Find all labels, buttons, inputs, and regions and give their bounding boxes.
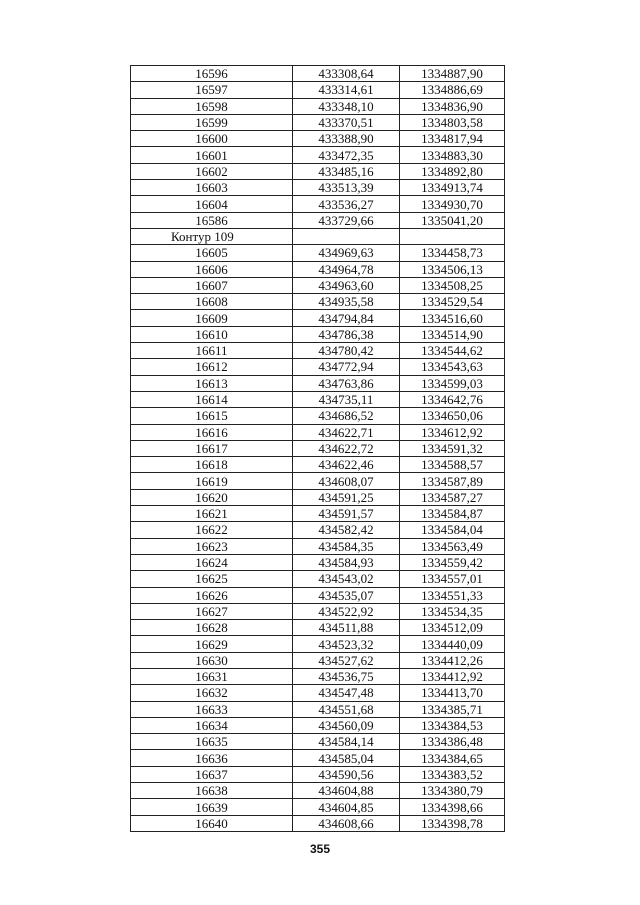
point-number-cell: 16615	[131, 408, 293, 424]
y-coordinate-cell: 1334557,01	[400, 571, 505, 587]
x-coordinate-cell: 433370,51	[293, 114, 400, 130]
point-number-cell: 16626	[131, 587, 293, 603]
point-number-cell: 16606	[131, 261, 293, 277]
y-coordinate-cell: 1334440,09	[400, 636, 505, 652]
y-coordinate-cell: 1335041,20	[400, 212, 505, 228]
point-number-cell: 16609	[131, 310, 293, 326]
table-row	[131, 326, 505, 342]
y-coordinate-cell: 1334913,74	[400, 180, 505, 196]
y-coordinate-cell: 1334930,70	[400, 196, 505, 212]
y-coordinate-cell: 1334506,13	[400, 261, 505, 277]
point-number-cell: 16616	[131, 424, 293, 440]
y-coordinate-cell: 1334385,71	[400, 701, 505, 717]
table-row	[131, 506, 505, 522]
table-row	[131, 375, 505, 391]
contour-header-row	[131, 228, 505, 244]
table-row	[131, 294, 505, 310]
x-coordinate-cell: 434511,88	[293, 620, 400, 636]
y-coordinate-cell: 1334587,89	[400, 473, 505, 489]
y-coordinate-cell: 1334458,73	[400, 245, 505, 261]
x-coordinate-cell: 434585,04	[293, 750, 400, 766]
coordinate-table-body	[131, 66, 505, 832]
y-coordinate-cell	[400, 228, 505, 244]
y-coordinate-cell: 1334398,66	[400, 799, 505, 815]
x-coordinate-cell: 434604,85	[293, 799, 400, 815]
page-number: 355	[309, 842, 331, 856]
y-coordinate-cell: 1334588,57	[400, 457, 505, 473]
table-row	[131, 685, 505, 701]
point-number-cell: 16596	[131, 66, 293, 82]
x-coordinate-cell: 434622,71	[293, 424, 400, 440]
point-number-cell: 16635	[131, 734, 293, 750]
table-row	[131, 66, 505, 82]
point-number-cell: 16610	[131, 326, 293, 342]
y-coordinate-cell: 1334563,49	[400, 538, 505, 554]
table-row	[131, 620, 505, 636]
x-coordinate-cell: 433348,10	[293, 98, 400, 114]
table-row	[131, 82, 505, 98]
point-number-cell: 16619	[131, 473, 293, 489]
table-row	[131, 734, 505, 750]
y-coordinate-cell: 1334412,92	[400, 668, 505, 684]
table-row	[131, 114, 505, 130]
point-number-cell: 16600	[131, 131, 293, 147]
table-row	[131, 359, 505, 375]
point-number-cell: 16631	[131, 668, 293, 684]
x-coordinate-cell: 434935,58	[293, 294, 400, 310]
table-row	[131, 343, 505, 359]
point-number-cell: 16632	[131, 685, 293, 701]
table-row	[131, 98, 505, 114]
table-row	[131, 636, 505, 652]
x-coordinate-cell: 434591,25	[293, 489, 400, 505]
point-number-cell: 16608	[131, 294, 293, 310]
point-number-cell: 16621	[131, 506, 293, 522]
y-coordinate-cell: 1334534,35	[400, 603, 505, 619]
x-coordinate-cell: 434584,93	[293, 554, 400, 570]
table-row	[131, 489, 505, 505]
x-coordinate-cell: 434735,11	[293, 391, 400, 407]
x-coordinate-cell: 434527,62	[293, 652, 400, 668]
point-number-cell: 16640	[131, 815, 293, 831]
y-coordinate-cell: 1334883,30	[400, 147, 505, 163]
point-number-cell: 16633	[131, 701, 293, 717]
y-coordinate-cell: 1334886,69	[400, 82, 505, 98]
table-row	[131, 147, 505, 163]
y-coordinate-cell: 1334612,92	[400, 424, 505, 440]
point-number-cell: 16605	[131, 245, 293, 261]
x-coordinate-cell: 433729,66	[293, 212, 400, 228]
table-row	[131, 163, 505, 179]
point-number-cell: 16622	[131, 522, 293, 538]
point-number-cell: 16617	[131, 440, 293, 456]
x-coordinate-cell: 433536,27	[293, 196, 400, 212]
y-coordinate-cell: 1334398,78	[400, 815, 505, 831]
table-row	[131, 522, 505, 538]
point-number-cell: 16623	[131, 538, 293, 554]
x-coordinate-cell: 434543,02	[293, 571, 400, 587]
x-coordinate-cell: 434535,07	[293, 587, 400, 603]
table-row	[131, 571, 505, 587]
x-coordinate-cell: 434582,42	[293, 522, 400, 538]
x-coordinate-cell: 434536,75	[293, 668, 400, 684]
y-coordinate-cell: 1334584,04	[400, 522, 505, 538]
table-row	[131, 554, 505, 570]
point-number-cell: 16629	[131, 636, 293, 652]
x-coordinate-cell: 434551,68	[293, 701, 400, 717]
point-number-cell: 16612	[131, 359, 293, 375]
table-row	[131, 277, 505, 293]
point-number-cell: 16620	[131, 489, 293, 505]
x-coordinate-cell: 434772,94	[293, 359, 400, 375]
point-number-cell: 16607	[131, 277, 293, 293]
y-coordinate-cell: 1334543,63	[400, 359, 505, 375]
x-coordinate-cell: 434560,09	[293, 717, 400, 733]
x-coordinate-cell: 434608,07	[293, 473, 400, 489]
point-number-cell: 16618	[131, 457, 293, 473]
point-number-cell: 16601	[131, 147, 293, 163]
point-number-cell: 16598	[131, 98, 293, 114]
point-number-cell: 16638	[131, 783, 293, 799]
x-coordinate-cell: 433388,90	[293, 131, 400, 147]
point-number-cell: 16614	[131, 391, 293, 407]
point-number-cell: 16624	[131, 554, 293, 570]
x-coordinate-cell: 434794,84	[293, 310, 400, 326]
x-coordinate-cell: 434584,14	[293, 734, 400, 750]
y-coordinate-cell: 1334516,60	[400, 310, 505, 326]
x-coordinate-cell: 434584,35	[293, 538, 400, 554]
point-number-cell: 16603	[131, 180, 293, 196]
table-row	[131, 180, 505, 196]
x-coordinate-cell: 434969,63	[293, 245, 400, 261]
y-coordinate-cell: 1334529,54	[400, 294, 505, 310]
y-coordinate-cell: 1334599,03	[400, 375, 505, 391]
x-coordinate-cell: 434763,86	[293, 375, 400, 391]
y-coordinate-cell: 1334412,26	[400, 652, 505, 668]
y-coordinate-cell: 1334384,53	[400, 717, 505, 733]
x-coordinate-cell: 434622,72	[293, 440, 400, 456]
y-coordinate-cell: 1334836,90	[400, 98, 505, 114]
point-number-cell: 16599	[131, 114, 293, 130]
x-coordinate-cell: 433472,35	[293, 147, 400, 163]
point-number-cell: 16613	[131, 375, 293, 391]
y-coordinate-cell: 1334508,25	[400, 277, 505, 293]
x-coordinate-cell: 434522,92	[293, 603, 400, 619]
point-number-cell: 16627	[131, 603, 293, 619]
point-number-cell: 16637	[131, 766, 293, 782]
y-coordinate-cell: 1334380,79	[400, 783, 505, 799]
y-coordinate-cell: 1334512,09	[400, 620, 505, 636]
y-coordinate-cell: 1334383,52	[400, 766, 505, 782]
table-row	[131, 131, 505, 147]
table-row	[131, 391, 505, 407]
x-coordinate-cell: 433314,61	[293, 82, 400, 98]
point-number-cell: 16636	[131, 750, 293, 766]
y-coordinate-cell: 1334551,33	[400, 587, 505, 603]
y-coordinate-cell: 1334817,94	[400, 131, 505, 147]
table-row	[131, 310, 505, 326]
table-row	[131, 245, 505, 261]
y-coordinate-cell: 1334650,06	[400, 408, 505, 424]
table-row	[131, 701, 505, 717]
x-coordinate-cell: 433513,39	[293, 180, 400, 196]
x-coordinate-cell	[293, 228, 400, 244]
point-number-cell: 16634	[131, 717, 293, 733]
x-coordinate-cell: 433485,16	[293, 163, 400, 179]
x-coordinate-cell: 434590,56	[293, 766, 400, 782]
x-coordinate-cell: 434608,66	[293, 815, 400, 831]
table-row	[131, 766, 505, 782]
x-coordinate-cell: 434604,88	[293, 783, 400, 799]
y-coordinate-cell: 1334544,62	[400, 343, 505, 359]
y-coordinate-cell: 1334514,90	[400, 326, 505, 342]
table-row	[131, 408, 505, 424]
table-row	[131, 212, 505, 228]
coordinate-table	[130, 65, 505, 832]
y-coordinate-cell: 1334587,27	[400, 489, 505, 505]
x-coordinate-cell: 434523,32	[293, 636, 400, 652]
point-number-cell: 16586	[131, 212, 293, 228]
table-row	[131, 717, 505, 733]
table-row	[131, 750, 505, 766]
table-row	[131, 603, 505, 619]
y-coordinate-cell: 1334559,42	[400, 554, 505, 570]
point-number-cell: 16597	[131, 82, 293, 98]
y-coordinate-cell: 1334803,58	[400, 114, 505, 130]
x-coordinate-cell: 433308,64	[293, 66, 400, 82]
table-row	[131, 668, 505, 684]
y-coordinate-cell: 1334887,90	[400, 66, 505, 82]
x-coordinate-cell: 434964,78	[293, 261, 400, 277]
y-coordinate-cell: 1334591,32	[400, 440, 505, 456]
point-number-cell: 16625	[131, 571, 293, 587]
table-row	[131, 783, 505, 799]
x-coordinate-cell: 434686,52	[293, 408, 400, 424]
x-coordinate-cell: 434963,60	[293, 277, 400, 293]
table-row	[131, 196, 505, 212]
y-coordinate-cell: 1334413,70	[400, 685, 505, 701]
y-coordinate-cell: 1334642,76	[400, 391, 505, 407]
table-row	[131, 473, 505, 489]
x-coordinate-cell: 434622,46	[293, 457, 400, 473]
table-row	[131, 799, 505, 815]
contour-label-cell: Контур 109	[131, 228, 293, 244]
point-number-cell: 16611	[131, 343, 293, 359]
table-row	[131, 587, 505, 603]
table-row	[131, 424, 505, 440]
coordinate-table-container	[130, 65, 504, 832]
x-coordinate-cell: 434547,48	[293, 685, 400, 701]
y-coordinate-cell: 1334584,87	[400, 506, 505, 522]
point-number-cell: 16604	[131, 196, 293, 212]
x-coordinate-cell: 434780,42	[293, 343, 400, 359]
x-coordinate-cell: 434591,57	[293, 506, 400, 522]
table-row	[131, 457, 505, 473]
table-row	[131, 440, 505, 456]
table-row	[131, 815, 505, 831]
y-coordinate-cell: 1334892,80	[400, 163, 505, 179]
point-number-cell: 16630	[131, 652, 293, 668]
point-number-cell: 16602	[131, 163, 293, 179]
table-row	[131, 538, 505, 554]
table-row	[131, 261, 505, 277]
table-row	[131, 652, 505, 668]
y-coordinate-cell: 1334384,65	[400, 750, 505, 766]
y-coordinate-cell: 1334386,48	[400, 734, 505, 750]
point-number-cell: 16628	[131, 620, 293, 636]
x-coordinate-cell: 434786,38	[293, 326, 400, 342]
point-number-cell: 16639	[131, 799, 293, 815]
